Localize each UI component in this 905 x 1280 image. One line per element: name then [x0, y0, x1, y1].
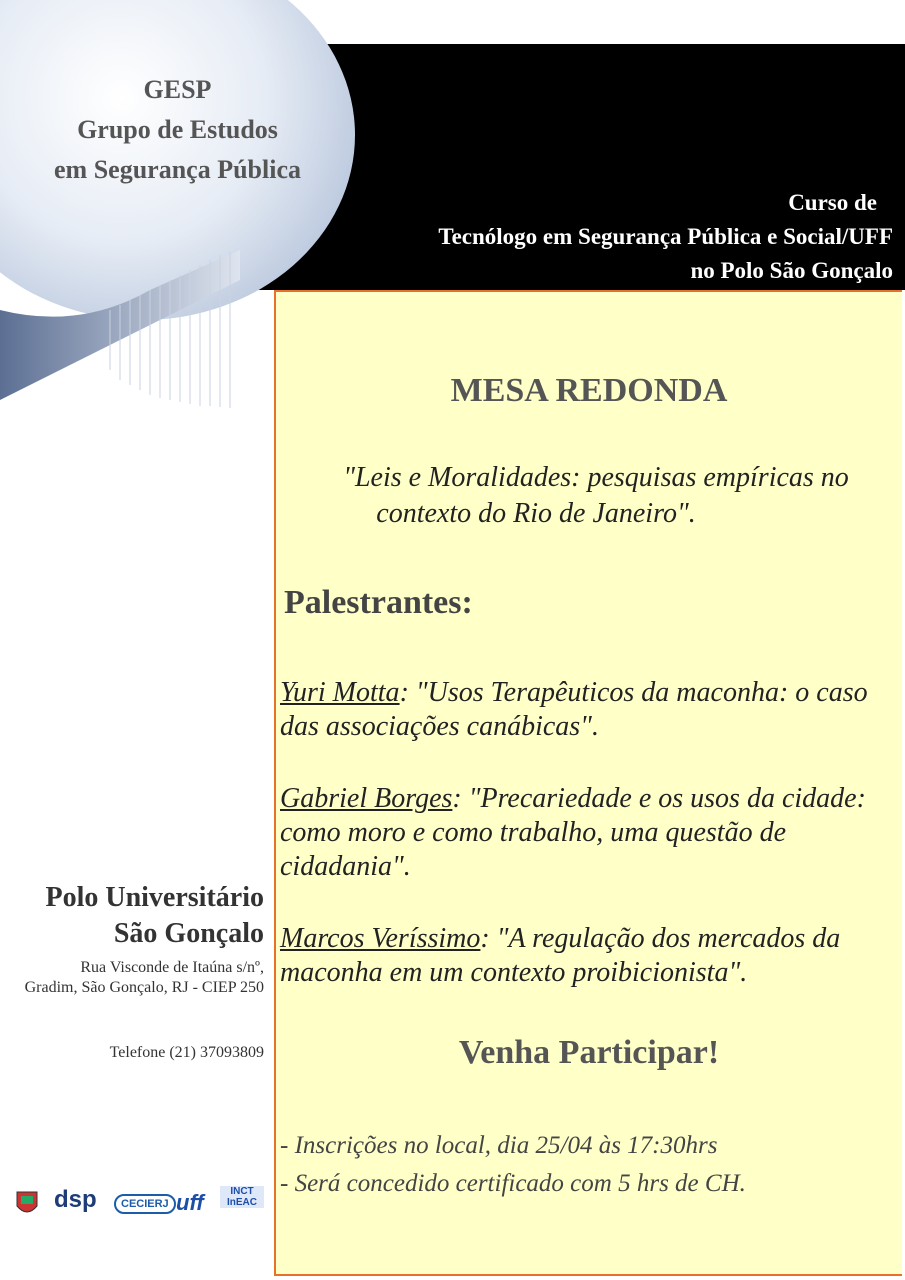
talk-topic: : "A regulação dos mercados da maconha em um contexto proibicionista".: [280, 923, 841, 988]
decorative-swoosh: [0, 250, 240, 410]
course-title: [438, 186, 893, 288]
partner-logos: [14, 1186, 266, 1226]
certificate-note: - Será concedido certificado com 5 hrs de CH.: [280, 1170, 746, 1197]
course-line-1: Curso de: [788, 190, 877, 215]
gesp-title: [20, 70, 335, 190]
speaker-name: Marcos Veríssimo: [280, 923, 481, 954]
course-line-3: no Polo São Gonçalo: [690, 258, 893, 283]
event-subtitle: [296, 460, 896, 532]
cecierj-logo: CECIERJ: [114, 1194, 176, 1214]
venue-name-line-2: São Gonçalo: [113, 918, 264, 949]
venue-phone: Telefone (21) 37093809: [109, 1044, 264, 1061]
speaker-name: Yuri Motta: [280, 677, 400, 708]
subtitle-line-1: "Leis e Moralidades: pesquisas empíricas no: [343, 462, 849, 493]
municipality-crest-icon: [14, 1188, 40, 1218]
venue-name-line-1: Polo Universitário: [45, 882, 264, 913]
speaker-name: Gabriel Borges: [280, 783, 453, 814]
talk-item: [280, 782, 880, 884]
venue-name: [0, 880, 264, 952]
call-to-action: Venha Participar!: [458, 1034, 720, 1071]
ineac-logo: INCT InEAC: [220, 1186, 264, 1208]
event-panel: [274, 290, 902, 1276]
event-title: MESA REDONDA: [450, 372, 728, 409]
subtitle-line-2: contexto do Rio de Janeiro".: [376, 498, 696, 529]
dsp-logo: dsp: [54, 1186, 97, 1213]
course-line-2: Tecnólogo em Segurança Pública e Social/UFF: [438, 224, 893, 249]
venue-address: Rua Visconde de Itaúna s/nº, Gradim, São Gonçalo, RJ - CIEP 250: [24, 959, 264, 996]
gesp-line-1: GESP: [143, 75, 212, 104]
talk-item: [280, 676, 880, 744]
gesp-line-3: em Segurança Pública: [54, 155, 301, 184]
speakers-heading: Palestrantes:: [284, 584, 473, 621]
talk-topic: : "Precariedade e os usos da cidade: como moro e como trabalho, uma questão de cidadania".: [280, 783, 866, 882]
gesp-line-2: Grupo de Estudos: [77, 115, 278, 144]
talk-item: [280, 922, 880, 990]
talk-topic: : "Usos Terapêuticos da maconha: o caso das associações canábicas".: [280, 677, 868, 742]
registration-note: - Inscrições no local, dia 25/04 às 17:30hrs: [280, 1132, 718, 1159]
uff-logo: uff: [176, 1190, 204, 1215]
